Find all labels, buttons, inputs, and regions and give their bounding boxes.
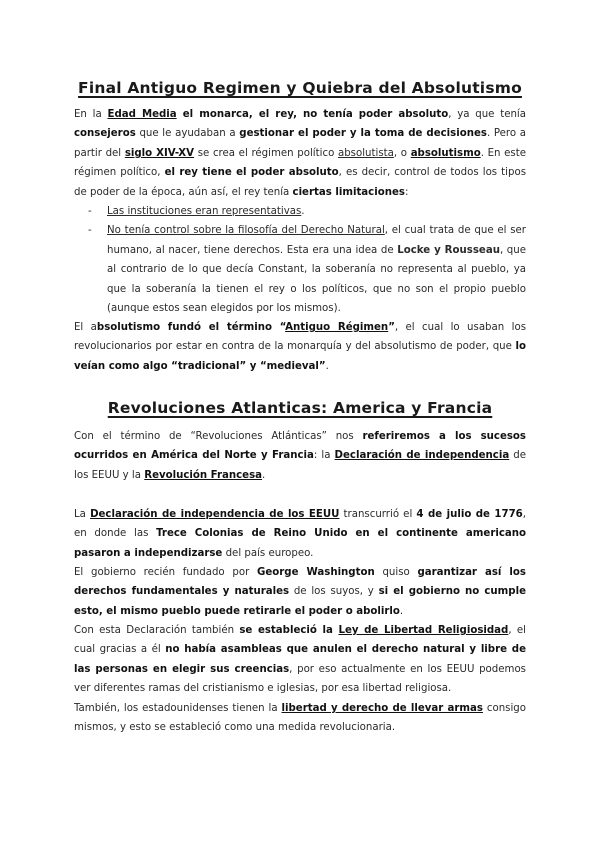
paragraph-washington bbox=[74, 563, 526, 621]
text-run: el monarca, el rey, no tenía poder absoluto bbox=[176, 109, 449, 120]
text-run: . En este régimen político, bbox=[74, 147, 526, 179]
text-run: También, los estadounidenses tienen la bbox=[74, 703, 282, 714]
text-run: de los suyos, y bbox=[289, 586, 379, 598]
text-run: del país europeo. bbox=[222, 547, 314, 559]
term-edad-media: Edad Media bbox=[107, 109, 177, 120]
text-run: transcurrió el bbox=[339, 509, 417, 520]
term-antiguo-regimen: Antiguo Régimen bbox=[285, 322, 389, 333]
text-run: , o bbox=[393, 147, 411, 159]
term-siglo: siglo XIV-XV bbox=[124, 147, 195, 159]
text-run: el rey tiene el poder absoluto bbox=[164, 167, 339, 179]
text-run: garantizar así los derechos fundamentales y naturales bbox=[74, 567, 526, 598]
text-run: de los EEUU y la bbox=[74, 450, 526, 481]
text-run: Con esta Declaración también bbox=[74, 625, 240, 636]
text-run: : la bbox=[313, 450, 335, 462]
text-run: La bbox=[74, 509, 91, 520]
text-run: se crea el régimen político bbox=[194, 147, 338, 159]
text-run: gestionar el poder y la toma de decisiones bbox=[239, 128, 487, 140]
text-run: . bbox=[325, 360, 329, 372]
term-ley-libertad: Ley de Libertad Religiosidad bbox=[338, 625, 509, 636]
paragraph-antiguo-regimen bbox=[74, 318, 526, 376]
text-run: En la bbox=[74, 109, 108, 120]
text-run: , el cual trata de que el ser humano, al nacer, tiene derechos. Esta era una idea de bbox=[107, 225, 526, 256]
limitations-list bbox=[74, 202, 526, 318]
term-absolutista: absolutista bbox=[337, 147, 394, 159]
text-run: 4 de julio de 1776 bbox=[416, 509, 523, 520]
bullet-dash: - bbox=[88, 225, 92, 237]
term-declaracion: Declaración de independencia bbox=[334, 450, 510, 462]
text-run: El gobierno recién fundado por bbox=[74, 567, 257, 578]
text-run: , el cual lo usaban los revolucionarios por estar en contra de la monarquía y del absolutismo de poder, que bbox=[74, 322, 527, 353]
section-title-revoluciones: Revoluciones Atlanticas: America y Francia bbox=[107, 399, 493, 417]
list-item bbox=[74, 221, 526, 318]
text-run: , es decir, control de todos los tipos de poder de la época, aún así, el rey tenía bbox=[74, 167, 527, 198]
text-run: ciertas limitaciones bbox=[292, 186, 405, 198]
text-run: . bbox=[262, 469, 266, 481]
text-run: no había asambleas que anulen el derecho natural y libre de las personas en elegir sus creencias bbox=[74, 644, 526, 675]
text-run: se estableció la bbox=[239, 625, 339, 636]
text-run: , en donde las bbox=[74, 509, 527, 540]
paragraph-libertad-religiosa bbox=[74, 621, 526, 699]
text-run: No tenía control sobre la filosofía del Derecho Natural bbox=[107, 225, 385, 237]
paragraph-revoluciones-intro bbox=[74, 427, 526, 485]
term-absolutismo: absolutismo bbox=[410, 147, 481, 159]
text-run: Trece Colonias de Reino Unido en el continente americano pasaron a independizarse bbox=[74, 528, 526, 559]
bullet-dash: - bbox=[88, 206, 92, 217]
text-run: bsolutismo fundó el término “ bbox=[96, 322, 286, 333]
text-run: : bbox=[404, 186, 409, 198]
text-run: lo veían como algo “tradicional” y “medieval” bbox=[74, 341, 526, 372]
term-llevar-armas: libertad y derecho de llevar armas bbox=[281, 703, 483, 714]
text-run: , por eso actualmente en los EEUU podemos ver diferentes ramas del cristianismo e iglesias, por esa libertad religiosa. bbox=[74, 663, 526, 695]
text-run: ” bbox=[388, 322, 395, 333]
text-run: Con el término de “Revoluciones Atlánticas” nos bbox=[74, 431, 363, 442]
text-run: . bbox=[301, 206, 305, 217]
text-run: , ya que tenía bbox=[448, 109, 526, 120]
section-title-antiguo-regimen: Final Antiguo Regimen y Quiebra del Absolutismo bbox=[78, 79, 522, 97]
term-revolucion-francesa: Revolución Francesa bbox=[144, 469, 263, 481]
text-run: Locke y Rousseau bbox=[397, 244, 500, 256]
text-run: Las instituciones eran representativas bbox=[107, 206, 302, 217]
text-run: El a bbox=[74, 322, 97, 333]
text-run: , el cual gracias a él bbox=[74, 625, 527, 656]
text-run: referiremos a los sucesos ocurridos en América del Norte y Francia bbox=[74, 431, 526, 462]
text-run: , que al contrario de lo que decía Constant, la soberanía no representa al pueblo, ya que la soberanía la tienen el rey o los políticos, que no son el propio pueblo (aunque estos sean elegidos por los mismos). bbox=[107, 244, 526, 315]
text-run: quiso bbox=[374, 567, 418, 578]
text-run: consigo mismos, y esto se estableció como una medida revolucionaria. bbox=[74, 703, 526, 734]
paragraph-armas bbox=[74, 699, 526, 738]
text-run: George Washington bbox=[256, 567, 375, 578]
list-item bbox=[74, 202, 526, 221]
term-declaracion-eeuu: Declaración de independencia de los EEUU bbox=[90, 509, 340, 520]
text-run: consejeros bbox=[74, 128, 136, 140]
text-run: que le ayudaban a bbox=[135, 128, 240, 140]
paragraph-absolutismo-intro bbox=[74, 105, 526, 202]
text-run: . bbox=[399, 605, 404, 617]
text-run: . Pero a partir del bbox=[74, 128, 527, 159]
text-run: si el gobierno no cumple esto, el mismo pueblo puede retirarle el poder o abolirlo bbox=[74, 586, 526, 617]
paragraph-declaracion bbox=[74, 505, 526, 563]
